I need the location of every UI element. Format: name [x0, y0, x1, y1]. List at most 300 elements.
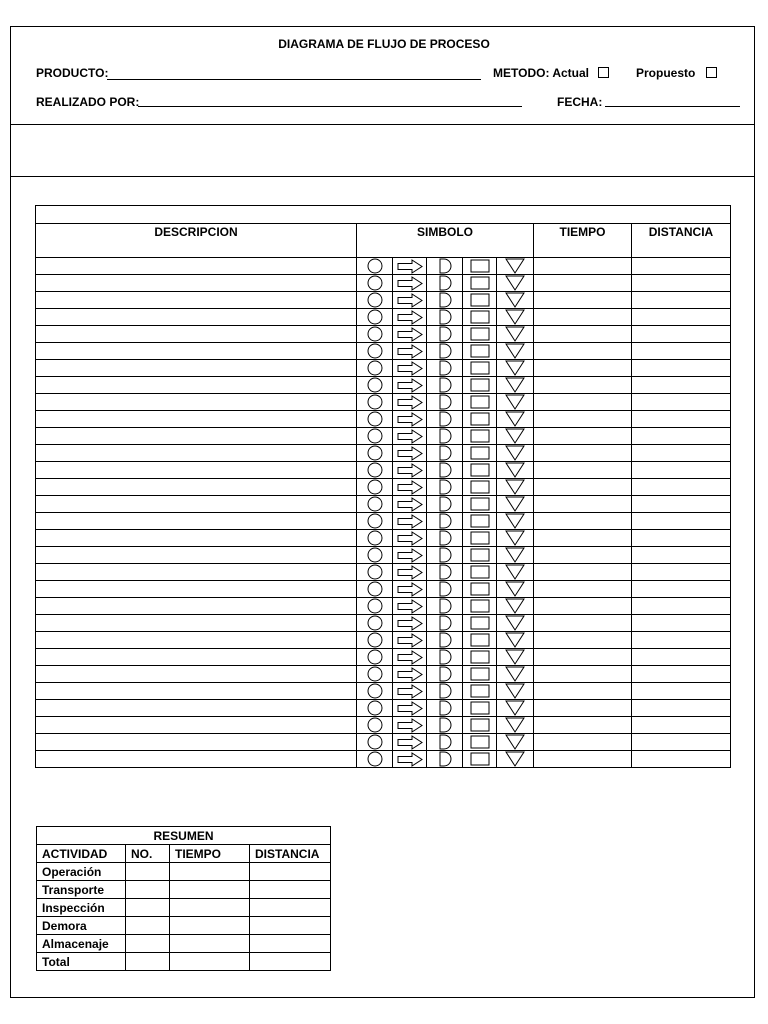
realizado-field[interactable] — [138, 106, 522, 107]
symbol-cell[interactable] — [497, 598, 534, 615]
descripcion-cell[interactable] — [36, 547, 357, 564]
symbol-cell[interactable] — [497, 547, 534, 564]
symbol-cell[interactable] — [357, 292, 393, 309]
symbol-cell[interactable] — [463, 360, 497, 377]
symbol-cell[interactable] — [393, 292, 427, 309]
symbol-cell[interactable] — [357, 734, 393, 751]
symbol-cell[interactable] — [357, 700, 393, 717]
storage-triangle-icon — [497, 377, 533, 393]
delay-d-icon — [427, 258, 462, 274]
symbol-cell[interactable] — [427, 309, 463, 326]
summary-header-actividad: ACTIVIDAD — [37, 845, 126, 863]
tiempo-cell[interactable] — [534, 513, 632, 530]
summary-tiempo-cell[interactable] — [170, 881, 250, 899]
symbol-cell[interactable] — [497, 700, 534, 717]
symbol-cell[interactable] — [357, 547, 393, 564]
symbol-cell[interactable] — [463, 751, 497, 768]
tiempo-cell[interactable] — [534, 445, 632, 462]
distancia-cell[interactable] — [632, 377, 731, 394]
symbol-cell[interactable] — [463, 275, 497, 292]
symbol-cell[interactable] — [393, 343, 427, 360]
symbol-cell[interactable] — [497, 530, 534, 547]
delay-d-icon — [427, 462, 462, 478]
symbol-cell[interactable] — [393, 598, 427, 615]
table-row — [36, 666, 731, 683]
symbol-cell[interactable] — [427, 479, 463, 496]
descripcion-cell[interactable] — [36, 462, 357, 479]
symbol-cell[interactable] — [357, 530, 393, 547]
symbol-cell[interactable] — [357, 326, 393, 343]
symbol-cell[interactable] — [463, 326, 497, 343]
symbol-cell[interactable] — [357, 309, 393, 326]
propuesto-checkbox[interactable] — [706, 67, 717, 78]
summary-distancia-cell[interactable] — [250, 863, 331, 881]
distancia-cell[interactable] — [632, 326, 731, 343]
symbol-cell[interactable] — [463, 496, 497, 513]
simbolo-header: SIMBOLO — [357, 224, 534, 258]
symbol-cell[interactable] — [427, 445, 463, 462]
symbol-cell[interactable] — [463, 377, 497, 394]
symbol-cell[interactable] — [427, 530, 463, 547]
symbol-cell[interactable] — [427, 734, 463, 751]
table-row — [36, 479, 731, 496]
symbol-cell[interactable] — [497, 581, 534, 598]
tiempo-cell[interactable] — [534, 377, 632, 394]
distancia-cell[interactable] — [632, 700, 731, 717]
symbol-cell[interactable] — [357, 462, 393, 479]
symbol-cell[interactable] — [463, 683, 497, 700]
descripcion-cell[interactable] — [36, 275, 357, 292]
tiempo-cell[interactable] — [534, 564, 632, 581]
symbol-cell[interactable] — [393, 717, 427, 734]
symbol-cell[interactable] — [357, 275, 393, 292]
symbol-cell[interactable] — [393, 615, 427, 632]
symbol-cell[interactable] — [463, 632, 497, 649]
symbol-cell[interactable] — [463, 598, 497, 615]
tiempo-cell[interactable] — [534, 292, 632, 309]
distancia-cell[interactable] — [632, 445, 731, 462]
descripcion-cell[interactable] — [36, 394, 357, 411]
descripcion-cell[interactable] — [36, 615, 357, 632]
tiempo-cell[interactable] — [534, 751, 632, 768]
summary-tiempo-cell[interactable] — [170, 935, 250, 953]
distancia-cell[interactable] — [632, 547, 731, 564]
symbol-cell[interactable] — [463, 530, 497, 547]
distancia-cell[interactable] — [632, 564, 731, 581]
tiempo-cell[interactable] — [534, 309, 632, 326]
summary-tiempo-cell[interactable] — [170, 953, 250, 971]
symbol-cell[interactable] — [497, 462, 534, 479]
symbol-cell[interactable] — [393, 700, 427, 717]
distancia-cell[interactable] — [632, 513, 731, 530]
symbol-cell[interactable] — [497, 394, 534, 411]
distancia-cell[interactable] — [632, 411, 731, 428]
symbol-cell[interactable] — [427, 360, 463, 377]
symbol-cell[interactable] — [497, 292, 534, 309]
symbol-cell[interactable] — [393, 275, 427, 292]
symbol-cell[interactable] — [497, 326, 534, 343]
summary-distancia-cell[interactable] — [250, 881, 331, 899]
symbol-cell[interactable] — [357, 581, 393, 598]
summary-distancia-cell[interactable] — [250, 953, 331, 971]
symbol-cell[interactable] — [427, 632, 463, 649]
descripcion-cell[interactable] — [36, 530, 357, 547]
summary-no-cell[interactable] — [126, 917, 170, 935]
symbol-cell[interactable] — [393, 445, 427, 462]
distancia-cell[interactable] — [632, 309, 731, 326]
descripcion-cell[interactable] — [36, 428, 357, 445]
symbol-cell[interactable] — [497, 360, 534, 377]
symbol-cell[interactable] — [393, 411, 427, 428]
symbol-cell[interactable] — [463, 479, 497, 496]
symbol-cell[interactable] — [357, 666, 393, 683]
descripcion-cell[interactable] — [36, 513, 357, 530]
symbol-cell[interactable] — [427, 666, 463, 683]
tiempo-cell[interactable] — [534, 496, 632, 513]
tiempo-cell[interactable] — [534, 632, 632, 649]
distancia-cell[interactable] — [632, 428, 731, 445]
symbol-cell[interactable] — [427, 547, 463, 564]
symbol-cell[interactable] — [463, 547, 497, 564]
symbol-cell[interactable] — [463, 700, 497, 717]
symbol-cell[interactable] — [393, 649, 427, 666]
symbol-cell[interactable] — [497, 734, 534, 751]
tiempo-cell[interactable] — [534, 360, 632, 377]
delay-d-icon — [427, 547, 462, 563]
transport-arrow-icon — [393, 684, 426, 699]
symbol-cell[interactable] — [427, 717, 463, 734]
symbol-cell[interactable] — [393, 666, 427, 683]
symbol-cell[interactable] — [463, 394, 497, 411]
distancia-cell[interactable] — [632, 751, 731, 768]
tiempo-cell[interactable] — [534, 683, 632, 700]
descripcion-cell[interactable] — [36, 632, 357, 649]
symbol-cell[interactable] — [463, 734, 497, 751]
descripcion-cell[interactable] — [36, 598, 357, 615]
tiempo-cell[interactable] — [534, 717, 632, 734]
symbol-cell[interactable] — [463, 445, 497, 462]
symbol-cell[interactable] — [427, 258, 463, 275]
transport-arrow-icon — [393, 735, 426, 750]
distancia-cell[interactable] — [632, 615, 731, 632]
fecha-field[interactable] — [605, 106, 740, 107]
symbol-cell[interactable] — [393, 683, 427, 700]
symbol-cell[interactable] — [497, 479, 534, 496]
operation-circle-icon — [357, 479, 392, 495]
distancia-cell[interactable] — [632, 683, 731, 700]
symbol-cell[interactable] — [393, 258, 427, 275]
symbol-cell[interactable] — [393, 309, 427, 326]
symbol-cell[interactable] — [357, 394, 393, 411]
symbol-cell[interactable] — [393, 581, 427, 598]
symbol-cell[interactable] — [497, 445, 534, 462]
distancia-cell[interactable] — [632, 666, 731, 683]
transport-arrow-icon — [393, 650, 426, 665]
descripcion-cell[interactable] — [36, 700, 357, 717]
symbol-cell[interactable] — [463, 717, 497, 734]
descripcion-cell[interactable] — [36, 683, 357, 700]
symbol-cell[interactable] — [497, 683, 534, 700]
summary-no-cell[interactable] — [126, 935, 170, 953]
inspection-square-icon — [463, 463, 496, 477]
descripcion-cell[interactable] — [36, 343, 357, 360]
operation-circle-icon — [357, 496, 392, 512]
symbol-cell[interactable] — [427, 394, 463, 411]
delay-d-icon — [427, 309, 462, 325]
tiempo-cell[interactable] — [534, 428, 632, 445]
symbol-cell[interactable] — [463, 666, 497, 683]
descripcion-cell[interactable] — [36, 751, 357, 768]
summary-tiempo-cell[interactable] — [170, 899, 250, 917]
descripcion-cell[interactable] — [36, 649, 357, 666]
symbol-cell[interactable] — [427, 598, 463, 615]
symbol-cell[interactable] — [427, 649, 463, 666]
table-row — [36, 343, 731, 360]
distancia-cell[interactable] — [632, 717, 731, 734]
summary-no-cell[interactable] — [126, 953, 170, 971]
symbol-cell[interactable] — [357, 445, 393, 462]
tiempo-cell[interactable] — [534, 394, 632, 411]
descripcion-cell[interactable] — [36, 326, 357, 343]
tiempo-cell[interactable] — [534, 581, 632, 598]
tiempo-cell[interactable] — [534, 615, 632, 632]
symbol-cell[interactable] — [357, 513, 393, 530]
symbol-cell[interactable] — [393, 632, 427, 649]
symbol-cell[interactable] — [393, 564, 427, 581]
symbol-cell[interactable] — [463, 343, 497, 360]
symbol-cell[interactable] — [357, 717, 393, 734]
symbol-cell[interactable] — [357, 564, 393, 581]
delay-d-icon — [427, 581, 462, 597]
delay-d-icon — [427, 717, 462, 733]
distancia-cell[interactable] — [632, 649, 731, 666]
symbol-cell[interactable] — [463, 428, 497, 445]
symbol-cell[interactable] — [427, 292, 463, 309]
symbol-cell[interactable] — [357, 411, 393, 428]
symbol-cell[interactable] — [463, 411, 497, 428]
table-row — [36, 360, 731, 377]
symbol-cell[interactable] — [357, 598, 393, 615]
distancia-cell[interactable] — [632, 343, 731, 360]
symbol-cell[interactable] — [357, 377, 393, 394]
table-row — [36, 649, 731, 666]
symbol-cell[interactable] — [497, 632, 534, 649]
distancia-cell[interactable] — [632, 462, 731, 479]
summary-no-cell[interactable] — [126, 863, 170, 881]
descripcion-cell[interactable] — [36, 564, 357, 581]
descripcion-cell[interactable] — [36, 734, 357, 751]
symbol-cell[interactable] — [463, 649, 497, 666]
symbol-cell[interactable] — [497, 496, 534, 513]
symbol-cell[interactable] — [393, 377, 427, 394]
tiempo-cell[interactable] — [534, 530, 632, 547]
symbol-cell[interactable] — [427, 496, 463, 513]
symbol-cell[interactable] — [427, 377, 463, 394]
tiempo-cell[interactable] — [534, 411, 632, 428]
distancia-cell[interactable] — [632, 496, 731, 513]
operation-circle-icon — [357, 683, 392, 699]
descripcion-cell[interactable] — [36, 258, 357, 275]
symbol-cell[interactable] — [427, 411, 463, 428]
symbol-cell[interactable] — [427, 751, 463, 768]
symbol-cell[interactable] — [463, 615, 497, 632]
symbol-cell[interactable] — [357, 751, 393, 768]
summary-tiempo-cell[interactable] — [170, 863, 250, 881]
symbol-cell[interactable] — [393, 496, 427, 513]
distancia-cell[interactable] — [632, 581, 731, 598]
delay-d-icon — [427, 615, 462, 631]
symbol-cell[interactable] — [497, 258, 534, 275]
operation-circle-icon — [357, 445, 392, 461]
symbol-cell[interactable] — [427, 683, 463, 700]
storage-triangle-icon — [497, 326, 533, 342]
symbol-cell[interactable] — [463, 258, 497, 275]
descripcion-cell[interactable] — [36, 292, 357, 309]
distancia-cell[interactable] — [632, 530, 731, 547]
symbol-cell[interactable] — [497, 343, 534, 360]
symbol-cell[interactable] — [463, 292, 497, 309]
symbol-cell[interactable] — [357, 479, 393, 496]
symbol-cell[interactable] — [427, 275, 463, 292]
transport-arrow-icon — [393, 531, 426, 546]
transport-arrow-icon — [393, 616, 426, 631]
symbol-cell[interactable] — [357, 615, 393, 632]
process-table — [35, 205, 731, 768]
symbol-cell[interactable] — [497, 751, 534, 768]
symbol-cell[interactable] — [497, 649, 534, 666]
distancia-cell[interactable] — [632, 394, 731, 411]
symbol-cell[interactable] — [427, 581, 463, 598]
tiempo-cell[interactable] — [534, 700, 632, 717]
descripcion-cell[interactable] — [36, 411, 357, 428]
table-header-row — [36, 224, 731, 258]
symbol-cell[interactable] — [497, 275, 534, 292]
symbol-cell[interactable] — [497, 564, 534, 581]
symbol-cell[interactable] — [497, 428, 534, 445]
summary-distancia-cell[interactable] — [250, 935, 331, 953]
tiempo-cell[interactable] — [534, 734, 632, 751]
symbol-cell[interactable] — [357, 258, 393, 275]
distancia-cell[interactable] — [632, 734, 731, 751]
distancia-cell[interactable] — [632, 360, 731, 377]
summary-distancia-cell[interactable] — [250, 917, 331, 935]
descripcion-cell[interactable] — [36, 309, 357, 326]
symbol-cell[interactable] — [427, 564, 463, 581]
descripcion-cell[interactable] — [36, 360, 357, 377]
tiempo-cell[interactable] — [534, 462, 632, 479]
tiempo-cell[interactable] — [534, 598, 632, 615]
symbol-cell[interactable] — [497, 309, 534, 326]
symbol-cell[interactable] — [497, 615, 534, 632]
symbol-cell[interactable] — [497, 717, 534, 734]
symbol-cell[interactable] — [393, 530, 427, 547]
symbol-cell[interactable] — [497, 377, 534, 394]
descripcion-cell[interactable] — [36, 717, 357, 734]
storage-triangle-icon — [497, 666, 533, 682]
table-top-row — [36, 206, 731, 224]
tiempo-cell[interactable] — [534, 649, 632, 666]
symbol-cell[interactable] — [463, 309, 497, 326]
symbol-cell[interactable] — [427, 326, 463, 343]
delay-d-icon — [427, 734, 462, 750]
symbol-cell[interactable] — [393, 360, 427, 377]
tiempo-cell[interactable] — [534, 258, 632, 275]
summary-no-cell[interactable] — [126, 881, 170, 899]
symbol-cell[interactable] — [497, 411, 534, 428]
symbol-cell[interactable] — [427, 428, 463, 445]
symbol-cell[interactable] — [497, 666, 534, 683]
operation-circle-icon — [357, 649, 392, 665]
producto-field[interactable] — [107, 79, 481, 80]
symbol-cell[interactable] — [357, 649, 393, 666]
symbol-cell[interactable] — [427, 700, 463, 717]
symbol-cell[interactable] — [393, 513, 427, 530]
symbol-cell[interactable] — [393, 462, 427, 479]
descripcion-cell[interactable] — [36, 377, 357, 394]
summary-tiempo-cell[interactable] — [170, 917, 250, 935]
descripcion-cell[interactable] — [36, 445, 357, 462]
symbol-cell[interactable] — [357, 428, 393, 445]
symbol-cell[interactable] — [393, 547, 427, 564]
tiempo-cell[interactable] — [534, 547, 632, 564]
distancia-cell[interactable] — [632, 258, 731, 275]
distancia-cell[interactable] — [632, 275, 731, 292]
descripcion-cell[interactable] — [36, 496, 357, 513]
symbol-cell[interactable] — [357, 496, 393, 513]
symbol-cell[interactable] — [463, 581, 497, 598]
actual-checkbox[interactable] — [598, 67, 609, 78]
symbol-cell[interactable] — [393, 326, 427, 343]
distancia-cell[interactable] — [632, 632, 731, 649]
symbol-cell[interactable] — [427, 513, 463, 530]
symbol-cell[interactable] — [463, 513, 497, 530]
descripcion-cell[interactable] — [36, 581, 357, 598]
tiempo-cell[interactable] — [534, 326, 632, 343]
symbol-cell[interactable] — [357, 683, 393, 700]
summary-distancia-cell[interactable] — [250, 899, 331, 917]
delay-d-icon — [427, 411, 462, 427]
symbol-cell[interactable] — [463, 462, 497, 479]
symbol-cell[interactable] — [497, 513, 534, 530]
distancia-cell[interactable] — [632, 598, 731, 615]
symbol-cell[interactable] — [357, 632, 393, 649]
tiempo-cell[interactable] — [534, 666, 632, 683]
symbol-cell[interactable] — [393, 428, 427, 445]
symbol-cell[interactable] — [427, 615, 463, 632]
symbol-cell[interactable] — [393, 479, 427, 496]
inspection-square-icon — [463, 667, 496, 681]
tiempo-cell[interactable] — [534, 479, 632, 496]
descripcion-cell[interactable] — [36, 479, 357, 496]
summary-no-cell[interactable] — [126, 899, 170, 917]
transport-arrow-icon — [393, 378, 426, 393]
symbol-cell[interactable] — [393, 751, 427, 768]
symbol-cell[interactable] — [357, 360, 393, 377]
descripcion-cell[interactable] — [36, 666, 357, 683]
storage-triangle-icon — [497, 275, 533, 291]
symbol-cell[interactable] — [463, 564, 497, 581]
symbol-cell[interactable] — [393, 734, 427, 751]
distancia-cell[interactable] — [632, 292, 731, 309]
tiempo-cell[interactable] — [534, 343, 632, 360]
symbol-cell[interactable] — [427, 462, 463, 479]
symbol-cell[interactable] — [427, 343, 463, 360]
tiempo-cell[interactable] — [534, 275, 632, 292]
symbol-cell[interactable] — [357, 343, 393, 360]
symbol-cell[interactable] — [393, 394, 427, 411]
propuesto-label: Propuesto — [636, 66, 696, 80]
distancia-cell[interactable] — [632, 479, 731, 496]
